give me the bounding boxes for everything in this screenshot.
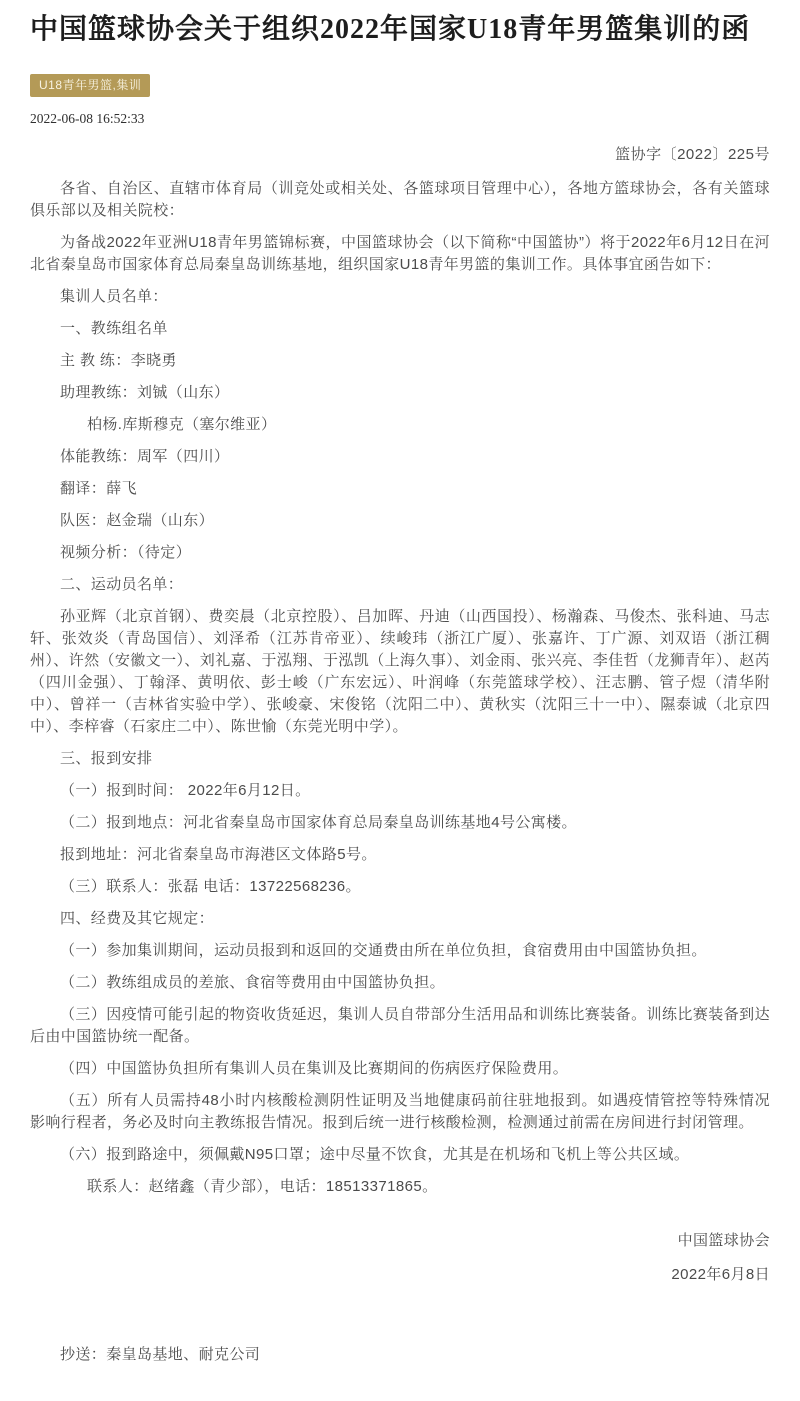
para-expense-2: （二）教练组成员的差旅、食宿等费用由中国篮协负担。 bbox=[60, 974, 446, 992]
para-fitness-coach: 体能教练：周军（四川） bbox=[60, 448, 230, 466]
para-checkin-address: 报到地址：河北省秦皇岛市海港区文体路5号。 bbox=[60, 846, 377, 864]
para-head-coach: 主 教 练：李晓勇 bbox=[60, 352, 177, 370]
para-assistant-coach-1: 助理教练：刘铖（山东） bbox=[60, 384, 230, 402]
para-player-list: 孙亚辉（北京首钢）、费奕晨（北京控股）、吕加晖、丹迪（山西国投）、杨瀚森、马俊杰、张科迪、马志轩、张效炎（青岛国信）、刘泽希（江苏肯帝亚）、续峻玮（浙江广厦）、张嘉许、丁广源、刘双语（浙江稠州）、许然（安徽文一）、刘礼嘉、于泓翔、于泓凯（上海久事）、刘金雨、张兴亮、李佳哲（龙狮青年）、赵芮（四川金强）、丁翰泽、黄明依、彭士峻（广东宏远）、叶润峰（东莞篮球学校）、汪志鹏、管子煜（清华附中）、曾祥一（吉林省实验中学）、张峻豪、宋俊铭（沈阳二中）、黄秋实（沈阳三十一中）、隰泰诚（北京四中）、李梓睿（石家庄二中）、陈世愉（东莞光明中学）。 bbox=[30, 608, 771, 736]
para-expense-6: （六）报到路途中，须佩戴N95口罩；途中尽量不饮食，尤其是在机场和飞机上等公共区域。 bbox=[60, 1146, 690, 1164]
section-heading-expenses: 四、经费及其它规定： bbox=[60, 910, 215, 928]
para-youth-contact: 联系人：赵绪鑫（青少部），电话：18513371865。 bbox=[87, 1178, 438, 1196]
para-expense-5: （五）所有人员需持48小时内核酸检测阴性证明及当地健康码前往驻地报到。如遇疫情管控等特殊情况影响行程者，务必及时向主教练报告情况。报到后统一进行核酸检测，检测通过前需在房间进行封闭管理。 bbox=[30, 1092, 770, 1132]
para-checkin-contact: （三）联系人：张磊 电话：13722568236。 bbox=[60, 878, 361, 896]
section-heading-coaches: 一、教练组名单 bbox=[60, 320, 168, 338]
para-translator: 翻译：薛飞 bbox=[60, 480, 138, 498]
para-expense-3: （三）因疫情可能引起的物资收货延迟，集训人员自带部分生活用品和训练比赛装备。训练比赛装备到达后由中国篮协统一配备。 bbox=[30, 1006, 770, 1046]
para-expense-1: （一）参加集训期间，运动员报到和返回的交通费由所在单位负担，食宿费用由中国篮协负担。 bbox=[60, 942, 707, 960]
para-assistant-coach-2: 柏杨.库斯穆克（塞尔维亚） bbox=[87, 416, 277, 434]
tag-badge[interactable]: U18青年男篮,集训 bbox=[30, 74, 150, 97]
para-checkin-place: （二）报到地点：河北省秦皇岛市国家体育总局秦皇岛训练基地4号公寓楼。 bbox=[60, 814, 577, 832]
letter-body bbox=[30, 178, 770, 1198]
section-heading-players: 二、运动员名单： bbox=[60, 576, 184, 594]
signature-org: 中国篮球协会 bbox=[677, 1232, 770, 1250]
para-video-analyst: 视频分析：（待定） bbox=[60, 544, 192, 562]
section-heading-checkin: 三、报到安排 bbox=[60, 750, 153, 768]
cc-line: 抄送：秦皇岛基地、耐克公司 bbox=[60, 1346, 261, 1364]
signature-block bbox=[30, 1230, 770, 1286]
signature-date: 2022年6月8日 bbox=[671, 1266, 770, 1284]
page-title: 中国篮球协会关于组织2022年国家U18青年男篮集训的函 bbox=[30, 14, 751, 45]
publish-timestamp: 2022-06-08 16:52:33 bbox=[30, 111, 145, 127]
para-checkin-time: （一）报到时间： 2022年6月12日。 bbox=[60, 782, 311, 800]
tag-badge-row bbox=[30, 74, 770, 97]
para-team-doctor: 队医：赵金瑞（山东） bbox=[60, 512, 215, 530]
para-roster-intro: 集训人员名单： bbox=[60, 288, 168, 306]
para-intro: 为备战2022年亚洲U18青年男篮锦标赛，中国篮球协会（以下简称“中国篮协”）将于2022年6月12日在河北省秦皇岛市国家体育总局秦皇岛训练基地，组织国家U18青年男篮的集训工作。具体事宜函告如下： bbox=[30, 234, 770, 274]
para-expense-4: （四）中国篮协负担所有集训人员在集训及比赛期间的伤病医疗保险费用。 bbox=[60, 1060, 569, 1078]
doc-number: 篮协字〔2022〕225号 bbox=[615, 146, 770, 164]
para-salutation: 各省、自治区、直辖市体育局（训竞处或相关处、各篮球项目管理中心），各地方篮球协会，各有关篮球俱乐部以及相关院校： bbox=[30, 180, 770, 220]
